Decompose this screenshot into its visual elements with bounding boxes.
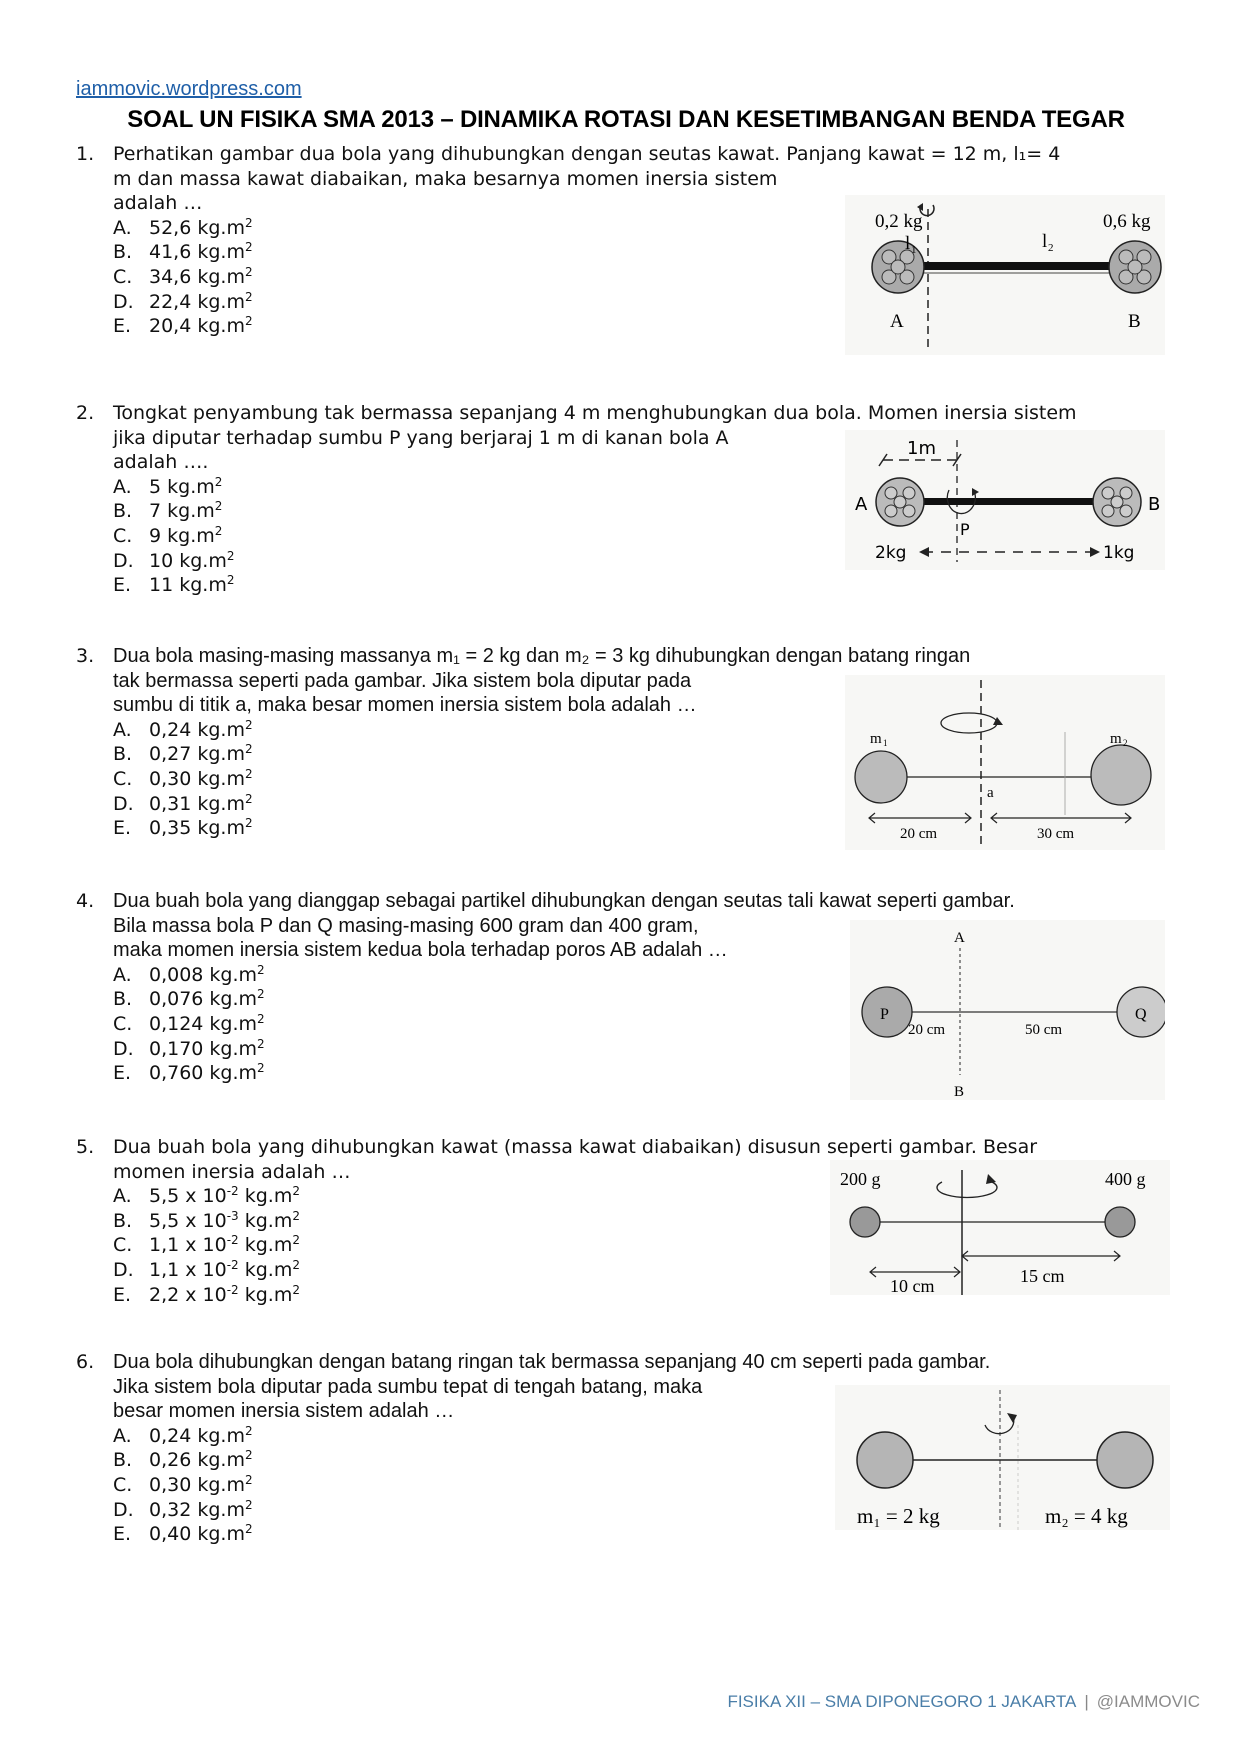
svg-text:2: 2 <box>1048 242 1054 254</box>
question-text-line: tak bermassa seperti pada gambar. Jika sistem bola diputar pada <box>113 669 692 692</box>
svg-text:m: m <box>870 731 882 747</box>
svg-text:200 g: 200 g <box>840 1169 881 1189</box>
option-c[interactable]: C. 0,30 $kg.m^2$ <box>113 766 253 790</box>
question-text-line: Jika sistem bola diputar pada sumbu tepat di tengah batang, maka <box>113 1375 703 1398</box>
svg-text:15 cm: 15 cm <box>1020 1266 1065 1286</box>
svg-text:B: B <box>1148 494 1161 515</box>
figure-q4-dumbbell <box>850 920 1165 1100</box>
question-number: 5. <box>76 1136 95 1158</box>
option-b[interactable]: B. 0,26 $kg.m^2$ <box>113 1448 253 1472</box>
question-text-line: besar momen inersia sistem adalah … <box>113 1400 455 1423</box>
svg-text:P: P <box>960 520 970 539</box>
svg-text:1kg: 1kg <box>1103 543 1135 563</box>
ball-m2-icon <box>1097 1432 1153 1488</box>
option-a[interactable]: A. 5 $kg.m^2$ <box>113 474 223 498</box>
option-b[interactable]: B. 5,5 x $10^{-3}$ $kg.m^2$ <box>113 1208 300 1232</box>
svg-text:0,2 kg: 0,2 kg <box>875 211 923 232</box>
option-d[interactable]: D. 0,31 $kg.m^2$ <box>113 791 253 815</box>
question-text-line: Dua buah bola yang dianggap sebagai partikel dihubungkan dengan seutas tali kawat seperti gambar. <box>113 890 1015 912</box>
option-c[interactable]: C. 1,1 x $10^{-2}$ $kg.m^2$ <box>113 1233 300 1257</box>
question-number: 4. <box>76 890 95 912</box>
question-number: 6. <box>76 1351 95 1373</box>
question-text-line: Bila massa bola P dan Q masing-masing 600 gram dan 400 gram, <box>113 914 699 937</box>
question-text-line: momen inersia adalah … <box>113 1160 351 1183</box>
question-text-line: adalah …. <box>113 451 209 474</box>
question-text-line: jika diputar terhadap sumbu P yang berjaraj 1 m di kanan bola A <box>113 426 729 449</box>
option-b[interactable]: B. 0,27 $kg.m^2$ <box>113 742 253 766</box>
question-text-line: sumbu di titik a, maka besar momen inersia sistem bola adalah … <box>113 694 697 717</box>
svg-text:400 g: 400 g <box>1105 1169 1146 1189</box>
option-e[interactable]: E. 2,2 x $10^{-2}$ $kg.m^2$ <box>113 1282 300 1306</box>
svg-text:m₁ = 2 kg: m₁ = 2 kg <box>857 1504 940 1528</box>
svg-text:A: A <box>954 930 965 946</box>
option-b[interactable]: B. 0,076 $kg.m^2$ <box>113 987 265 1011</box>
option-e[interactable]: E. 20,4 $kg.m^2$ <box>113 314 253 338</box>
question-text-line: maka momen inersia sistem kedua bola terhadap poros AB adalah … <box>113 939 728 962</box>
option-a[interactable]: A. 5,5 x $10^{-2}$ $kg.m^2$ <box>113 1184 300 1208</box>
option-a[interactable]: A. 0,24 $kg.m^2$ <box>113 717 253 741</box>
rotation-arrow-icon <box>941 713 997 733</box>
svg-text:A: A <box>890 311 904 332</box>
option-e[interactable]: E. 0,40 $kg.m^2$ <box>113 1522 253 1546</box>
figure-q5-dumbbell <box>830 1160 1170 1295</box>
svg-text:B: B <box>954 1084 965 1100</box>
svg-text:P: P <box>880 1006 889 1023</box>
option-d[interactable]: D. 1,1 x $10^{-2}$ $kg.m^2$ <box>113 1257 300 1281</box>
svg-text:A: A <box>855 494 868 515</box>
svg-text:10 cm: 10 cm <box>890 1276 935 1295</box>
footer-handle: @IAMMOVIC <box>1096 1692 1200 1711</box>
option-d[interactable]: D. 10 $kg.m^2$ <box>113 548 235 572</box>
ball-right-icon <box>1105 1207 1135 1237</box>
option-c[interactable]: C. 9 $kg.m^2$ <box>113 523 223 547</box>
question-text-line: m dan massa kawat diabaikan, maka besarnya momen inersia sistem <box>113 167 778 190</box>
option-b[interactable]: B. 7 $kg.m^2$ <box>113 499 223 523</box>
svg-text:20 cm: 20 cm <box>900 826 938 842</box>
svg-text:1: 1 <box>911 244 917 256</box>
option-b[interactable]: B. 41,6 $kg.m^2$ <box>113 240 253 264</box>
option-e[interactable]: E. 11 $kg.m^2$ <box>113 573 235 597</box>
ball-m1-icon <box>855 751 907 803</box>
site-link[interactable]: iammovic.wordpress.com <box>76 78 302 100</box>
page-title: SOAL UN FISIKA SMA 2013 – DINAMIKA ROTASI DAN KESETIMBANGAN BENDA TEGAR <box>127 106 1125 133</box>
svg-text:l: l <box>1042 231 1048 252</box>
ball-left-icon <box>850 1207 880 1237</box>
footer-separator: | <box>1084 1692 1089 1711</box>
svg-text:30 cm: 30 cm <box>1037 826 1075 842</box>
option-a[interactable]: A. 0,008 $kg.m^2$ <box>113 962 265 986</box>
question-text-line: Perhatikan gambar dua bola yang dihubungkan dengan seutas kawat. Panjang kawat = 12 m, l₁= 4 <box>113 143 1061 165</box>
svg-text:20 cm: 20 cm <box>908 1022 946 1038</box>
option-d[interactable]: D. 0,32 $kg.m^2$ <box>113 1497 253 1521</box>
svg-text:50 cm: 50 cm <box>1025 1022 1063 1038</box>
svg-text:m: m <box>1110 731 1122 747</box>
option-e[interactable]: E. 0,35 $kg.m^2$ <box>113 816 253 840</box>
footer-text: FISIKA XII – SMA DIPONEGORO 1 JAKARTA <box>727 1692 1077 1711</box>
rotation-arrow-icon <box>937 1182 997 1198</box>
option-c[interactable]: C. 0,30 $kg.m^2$ <box>113 1472 253 1496</box>
svg-text:1m: 1m <box>907 438 936 459</box>
question-text-line: Dua bola dihubungkan dengan batang ringan tak bermassa sepanjang 40 cm seperti pada gambar. <box>113 1351 991 1373</box>
figure-q3-dumbbell <box>845 675 1165 850</box>
option-a[interactable]: A. 0,24 $kg.m^2$ <box>113 1423 253 1447</box>
option-c[interactable]: C. 0,124 $kg.m^2$ <box>113 1011 265 1035</box>
question-text-line: adalah … <box>113 192 203 215</box>
svg-text:0,6 kg: 0,6 kg <box>1103 211 1151 232</box>
svg-text:2: 2 <box>1123 738 1128 748</box>
svg-text:2kg: 2kg <box>875 543 907 563</box>
question-number: 3. <box>76 645 95 667</box>
question-text-line: Dua bola masing-masing massanya m₁ = 2 kg dan m₂ = 3 kg dihubungkan dengan batang ringan <box>113 645 971 667</box>
figure-q2-dumbbell <box>845 430 1165 570</box>
ball-m2-icon <box>1091 745 1151 805</box>
question-text-line: Dua buah bola yang dihubungkan kawat (massa kawat diabaikan) disusun seperti gambar. Besar <box>113 1136 1038 1158</box>
svg-text:l: l <box>905 233 911 254</box>
svg-text:a: a <box>987 785 994 801</box>
figure-q1-dumbbell <box>845 195 1165 355</box>
page-footer <box>0 1692 1200 1712</box>
option-e[interactable]: E. 0,760 $kg.m^2$ <box>113 1061 265 1085</box>
option-d[interactable]: D. 22,4 $kg.m^2$ <box>113 289 253 313</box>
question-number: 1. <box>76 143 95 165</box>
svg-text:1: 1 <box>883 738 888 748</box>
question-number: 2. <box>76 402 95 424</box>
ball-m1-icon <box>857 1432 913 1488</box>
svg-text:Q: Q <box>1135 1006 1147 1023</box>
option-a[interactable]: A. 52,6 $kg.m^2$ <box>113 215 253 239</box>
question-text-line: Tongkat penyambung tak bermassa sepanjang 4 m menghubungkan dua bola. Momen inersia sistem <box>113 402 1077 424</box>
svg-text:m₂ = 4 kg: m₂ = 4 kg <box>1045 1504 1128 1528</box>
svg-text:B: B <box>1128 311 1141 332</box>
option-d[interactable]: D. 0,170 $kg.m^2$ <box>113 1036 265 1060</box>
figure-q6-dumbbell <box>835 1385 1170 1530</box>
option-c[interactable]: C. 34,6 $kg.m^2$ <box>113 264 253 288</box>
